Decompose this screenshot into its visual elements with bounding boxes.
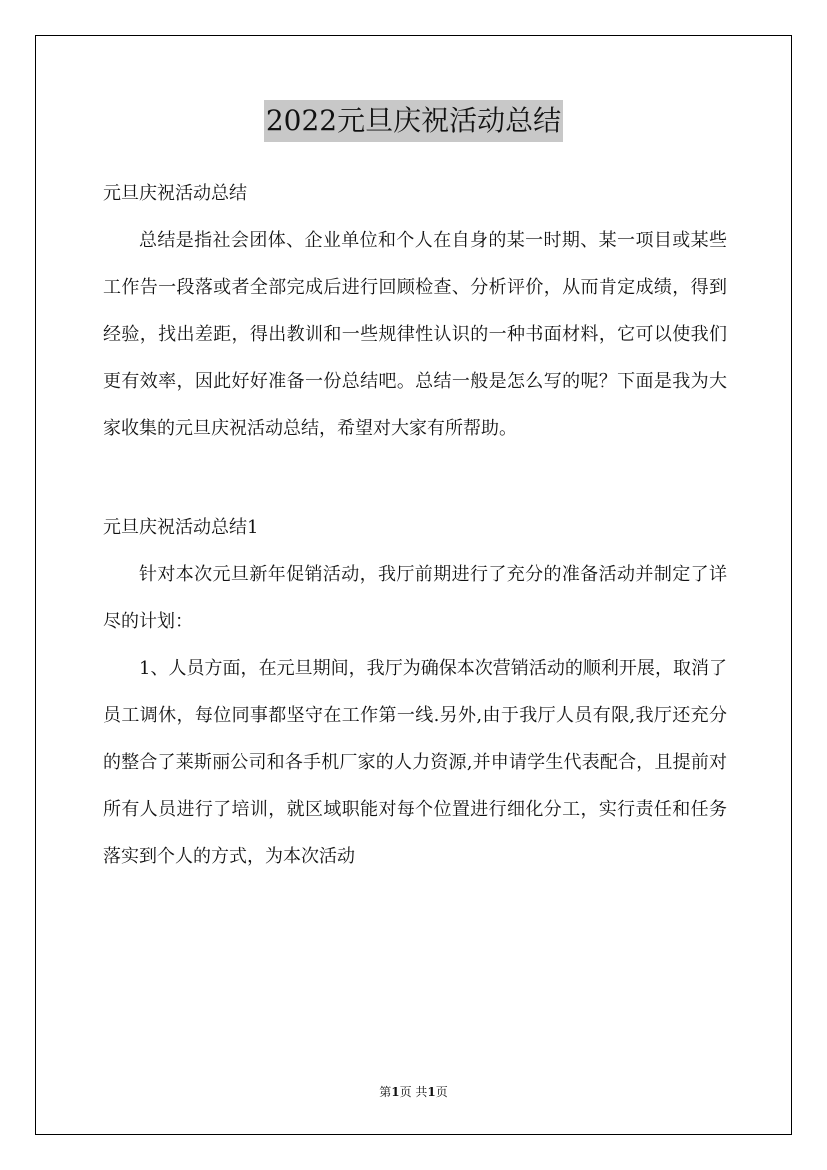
section1-heading: 元旦庆祝活动总结1 (103, 517, 259, 538)
page-footer (0, 1080, 827, 1104)
page-prefix: 第 (379, 1085, 392, 1099)
page-suffix: 页 (435, 1085, 448, 1099)
intro-paragraph: 总结是指社会团体、企业单位和个人在自身的某一时期、某一项目或某些工作告一段落或者全部完成后进行回顾检查、分析评价，从而肯定成绩，得到经验，找出差距，得出教训和一些规律性认识的一种书面材料，它可以使我们更有效率，因此好好准备一份总结吧。总结一般是怎么写的呢？下面是我为大家收集的元旦庆祝活动总结，希望对大家有所帮助。 (103, 230, 727, 439)
document-title[interactable]: 2022元旦庆祝活动总结 (264, 100, 563, 142)
page-middle-text: 页 共 (399, 1085, 428, 1099)
document-body (103, 170, 727, 880)
section1-paragraph-1: 针对本次元旦新年促销活动，我厅前期进行了充分的准备活动并制定了详尽的计划： (103, 564, 727, 632)
title-container (0, 100, 827, 142)
intro-heading: 元旦庆祝活动总结 (103, 183, 247, 204)
paragraph-gap (103, 452, 727, 504)
total-page-number: 1 (427, 1085, 436, 1099)
section1-paragraph-2: 1、人员方面，在元旦期间，我厅为确保本次营销活动的顺利开展，取消了员工调休，每位同事都坚守在工作第一线.另外,由于我厅人员有限,我厅还充分的整合了莱斯丽公司和各手机厂家的人力资源,并申请学生代表配合，且提前对所有人员进行了培训，就区域职能对每个位置进行细化分工，实行责任和任务落实到个人的方式，为本次活动 (103, 658, 727, 867)
current-page-number: 1 (391, 1085, 400, 1099)
